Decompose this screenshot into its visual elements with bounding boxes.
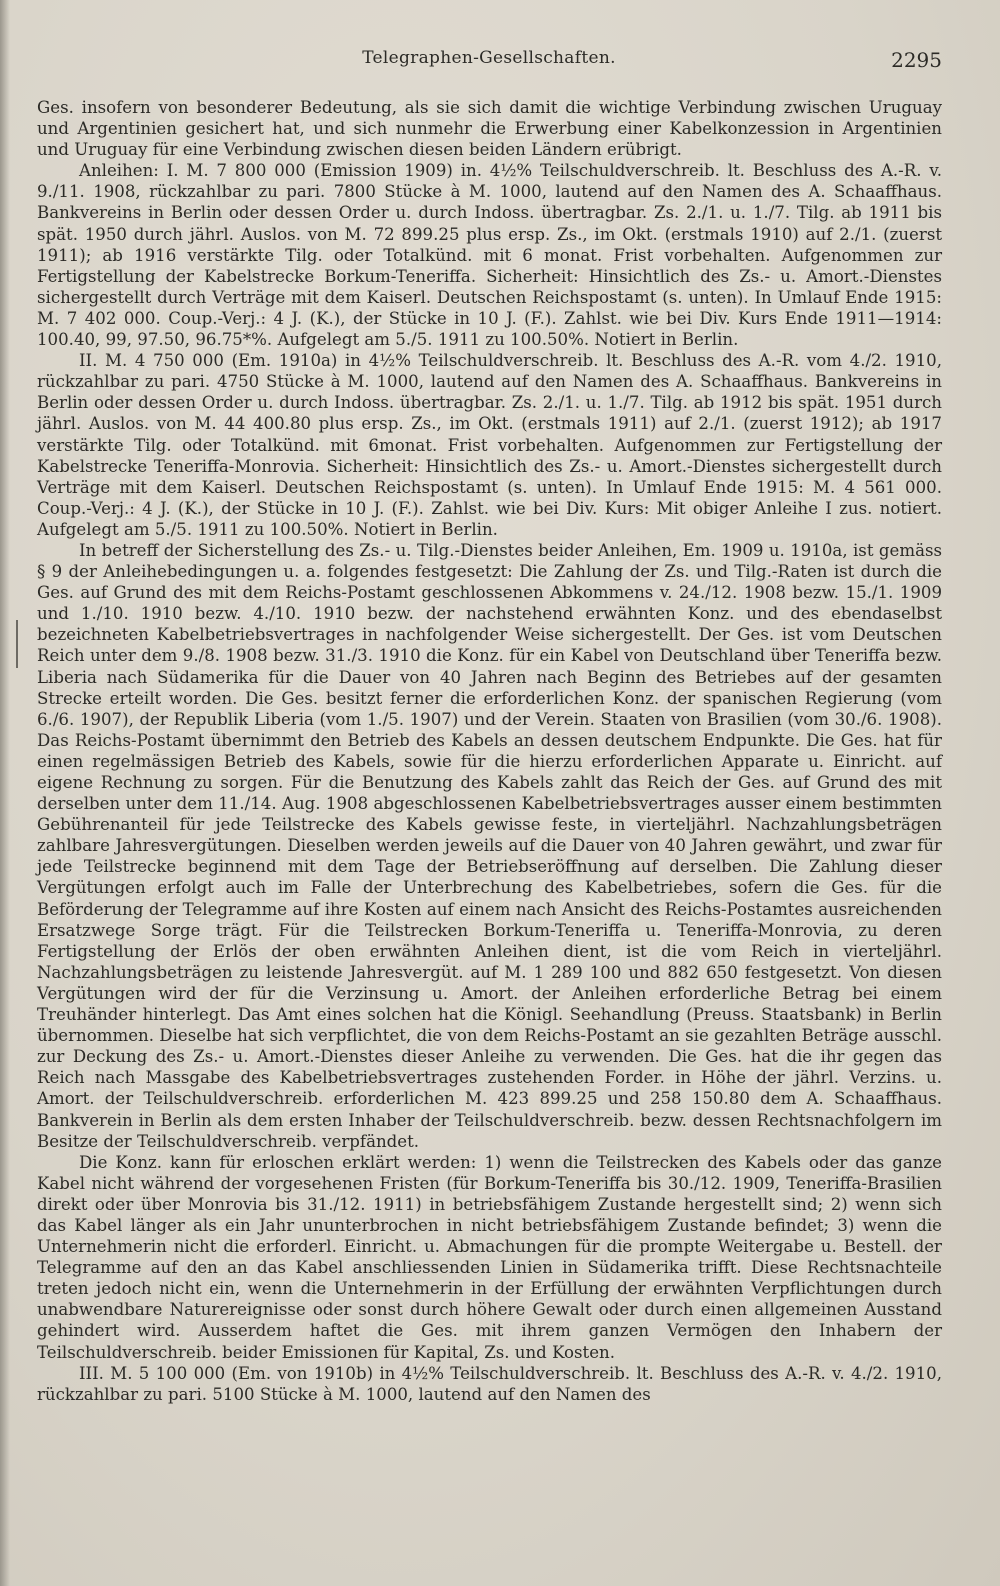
margin-mark (16, 620, 18, 668)
paragraph-security-terms: In betreff der Sicherstellung des Zs.- u. Tilg.-Dienstes beider Anleihen, Em. 1909 u. 1910a, ist gemäss § 9 der Anleihebedingungen u. a. folgendes festgesetzt: Die Zahlung der Zs. und Tilg.-Raten ist durch die Ges. auf Grund des mit dem Reichs-Postamt geschlossenen Abkommens v. 24./12. 1908 bezw. 15./1. 1909 und 1./10. 1910 bezw. 4./10. 1910 bezw. der nachstehend erwähnten Konz. und des ebendaselbst bezeichneten Kabelbetriebsvertrages in nachfolgender Weise sichergestellt. Der Ges. ist vom Deutschen Reich unter dem 9./8. 1908 bezw. 31./3. 1910 die Konz. für ein Kabel von Deutschland über Teneriffa bezw. Liberia nach Südamerika für die Dauer von 40 Jahren nach Beginn des Betriebes auf der gesamten Strecke erteilt worden. Die Ges. besitzt ferner die erforderlichen Konz. der spanischen Regierung (vom 6./6. 1907), der Republik Liberia (vom 1./5. 1907) und der Verein. Staaten von Brasilien (vom 30./6. 1908). Das Reichs-Postamt übernimmt den Betrieb des Kabels an dessen deutschem Endpunkte. Die Ges. hat für einen regelmässigen Betrieb des Kabels, sowie für die hierzu erforderlichen Apparate u. Einricht. auf eigene Rechnung zu sorgen. Für die Benutzung des Kabels zahlt das Reich der Ges. auf Grund des mit derselben unter dem 11./14. Aug. 1908 abgeschlossenen Kabelbetriebsvertrages ausser einem bestimmten Gebührenanteil für jede Teilstrecke des Kabels gewisse feste, in vierteljährl. Nachzahlungsbeträgen zahlbare Jahresvergütungen. Dieselben werden jeweils auf die Dauer von 40 Jahren gewährt, und zwar für jede Teilstrecke beginnend mit dem Tage der Betriebseröffnung auf derselben. Die Zahlung dieser Vergütungen erfolgt auch im Falle der Unterbrechung des Kabelbetriebes, sofern die Ges. für die Beförderung der Telegramme auf ihre Kosten auf einem nach Ansicht des Reichs-Postamtes ausreichenden Ersatzwege Sorge trägt. Für die Teilstrecken Borkum-Teneriffa u. Teneriffa-Monrovia, zu deren Fertigstellung der Erlös der oben erwähnten Anleihen dient, ist die vom Reich in vierteljährl. Nachzahlungsbeträgen zu leistende Jahresvergüt. auf M. 1 289 100 und 882 650 festgesetzt. Von diesen Vergütungen wird der für die Verzinsung u. Amort. der Anleihen erforderliche Betrag bei einem Treuhänder hinterlegt. Das Amt eines solchen hat die Königl. Seehandlung (Preuss. Staatsbank) in Berlin übernommen. Dieselbe hat sich verpflichtet, die von dem Reichs-Postamt an sie gezahlten Beträge ausschl. zur Deckung des Zs.- u. Amort.-Dienstes dieser Anleihe zu verwenden. Die Ges. hat die ihr gegen das Reich nach Massgabe des Kabelbetriebsvertrages zustehenden Forder. in Höhe der jährl. Verzins. u. Amort. der Teilschuldverschreib. erforderlichen M. 423 899.25 und 258 150.80 dem A. Schaaffhaus. Bankverein in Berlin als dem ersten Inhaber der Teilschuldverschreib. bezw. dessen Rechtsnachfolgern im Besitze der Teilschuldverschreib. verpfändet. (37, 540, 942, 1151)
body-text (37, 97, 942, 1405)
binding-shadow (0, 0, 10, 1586)
paragraph-cable-concession: Ges. insofern von besonderer Bedeutung, als sie sich damit die wichtige Verbindung zwischen Uruguay und Argentinien gesichert hat, und sich nunmehr die Erwerbung einer Kabelkonzession in Argentinien und Uruguay für eine Verbindung zwischen diesen beiden Ländern erübrigt. (37, 98, 942, 160)
page-number: 2295 (891, 48, 942, 72)
paragraph-loan-1: Anleihen: I. M. 7 800 000 (Emission 1909) in. 4½% Teilschuldverschreib. lt. Beschluss des A.-R. v. 9./11. 1908, rückzahlbar zu pari. 7800 Stücke à M. 1000, lautend auf den Namen des A. Schaaffhaus. Bankvereins in Berlin oder dessen Order u. durch Indoss. übertragbar. Zs. 2./1. u. 1./7. Tilg. ab 1911 bis spät. 1950 durch jährl. Auslos. von M. 72 899.25 plus ersp. Zs., im Okt. (erstmals 1910) auf 2./1. (zuerst 1911); ab 1916 verstärkte Tilg. oder Totalkünd. mit 6 monat. Frist vorbehalten. Aufgenommen zur Fertigstellung der Kabelstrecke Borkum-Teneriffa. Sicherheit: Hinsichtlich des Zs.- u. Amort.-Dienstes sichergestellt durch Verträge mit dem Kaiserl. Deutschen Reichspostamt (s. unten). In Umlauf Ende 1915: M. 7 402 000. Coup.-Verj.: 4 J. (K.), der Stücke in 10 J. (F.). Zahlst. wie bei Div. Kurs Ende 1911—1914: 100.40, 99, 97.50, 96.75*%. Aufgelegt am 5./5. 1911 zu 100.50%. Notiert in Berlin. (37, 161, 942, 350)
page-header (36, 48, 942, 72)
running-title: Telegraphen-Gesellschaften. (362, 48, 616, 68)
paragraph-concession-expiry: Die Konz. kann für erloschen erklärt werden: 1) wenn die Teilstrecken des Kabels oder das ganze Kabel nicht während der vorgesehenen Fristen (für Borkum-Teneriffa bis 30./12. 1909, Teneriffa-Brasilien direkt oder über Monrovia bis 31./12. 1911) in betriebsfähigem Zustande hergestellt sind; 2) wenn sich das Kabel länger als ein Jahr ununterbrochen in nicht betriebsfähigem Zustande befindet; 3) wenn die Unternehmerin nicht die erforderl. Einricht. u. Abmachungen für die prompte Weitergabe u. Bestell. der Telegramme auf den an das Kabel anschliessenden Linien in Südamerika trifft. Diese Rechtsnachteile treten jedoch nicht ein, wenn die Unternehmerin in der Erfüllung der erwähnten Verpflichtungen durch unabwendbare Naturereignisse oder sonst durch höhere Gewalt oder durch einen allgemeinen Ausstand gehindert wird. Ausserdem haftet die Ges. mit ihrem ganzen Vermögen den Inhabern der Teilschuldverschreib. beider Emissionen für Kapital, Zs. und Kosten. (37, 1152, 942, 1362)
paragraph-loan-3: III. M. 5 100 000 (Em. von 1910b) in 4½% Teilschuldverschreib. lt. Beschluss des A.-R. v. 4./2. 1910, rückzahlbar zu pari. 5100 Stücke à M. 1000, lautend auf den Namen des (37, 1363, 942, 1404)
paragraph-loan-2: II. M. 4 750 000 (Em. 1910a) in 4½% Teilschuldverschreib. lt. Beschluss des A.-R. vom 4./2. 1910, rückzahlbar zu pari. 4750 Stücke à M. 1000, lautend auf den Namen des A. Schaaffhaus. Bankvereins in Berlin oder dessen Order u. durch Indoss. übertragbar. Zs. 2./1. u. 1./7. Tilg. ab 1912 bis spät. 1951 durch jährl. Auslos. von M. 44 400.80 plus ersp. Zs., im Okt. (erstmals 1911) auf 2./1. (zuerst 1912); ab 1917 verstärkte Tilg. oder Totalkünd. mit 6monat. Frist vorbehalten. Aufgenommen zur Fertigstellung der Kabelstrecke Teneriffa-Monrovia. Sicherheit: Hinsichtlich des Zs.- u. Amort.-Dienstes sichergestellt durch Verträge mit dem Kaiserl. Deutschen Reichspostamt (s. unten). In Umlauf Ende 1915: M. 4 561 000. Coup.-Verj.: 4 J. (K.), der Stücke in 10 J. (F.). Zahlst. wie bei Div. Kurs: Mit obiger Anleihe I zus. notiert. Aufgelegt am 5./5. 1911 zu 100.50%. Notiert in Berlin. (37, 351, 942, 539)
